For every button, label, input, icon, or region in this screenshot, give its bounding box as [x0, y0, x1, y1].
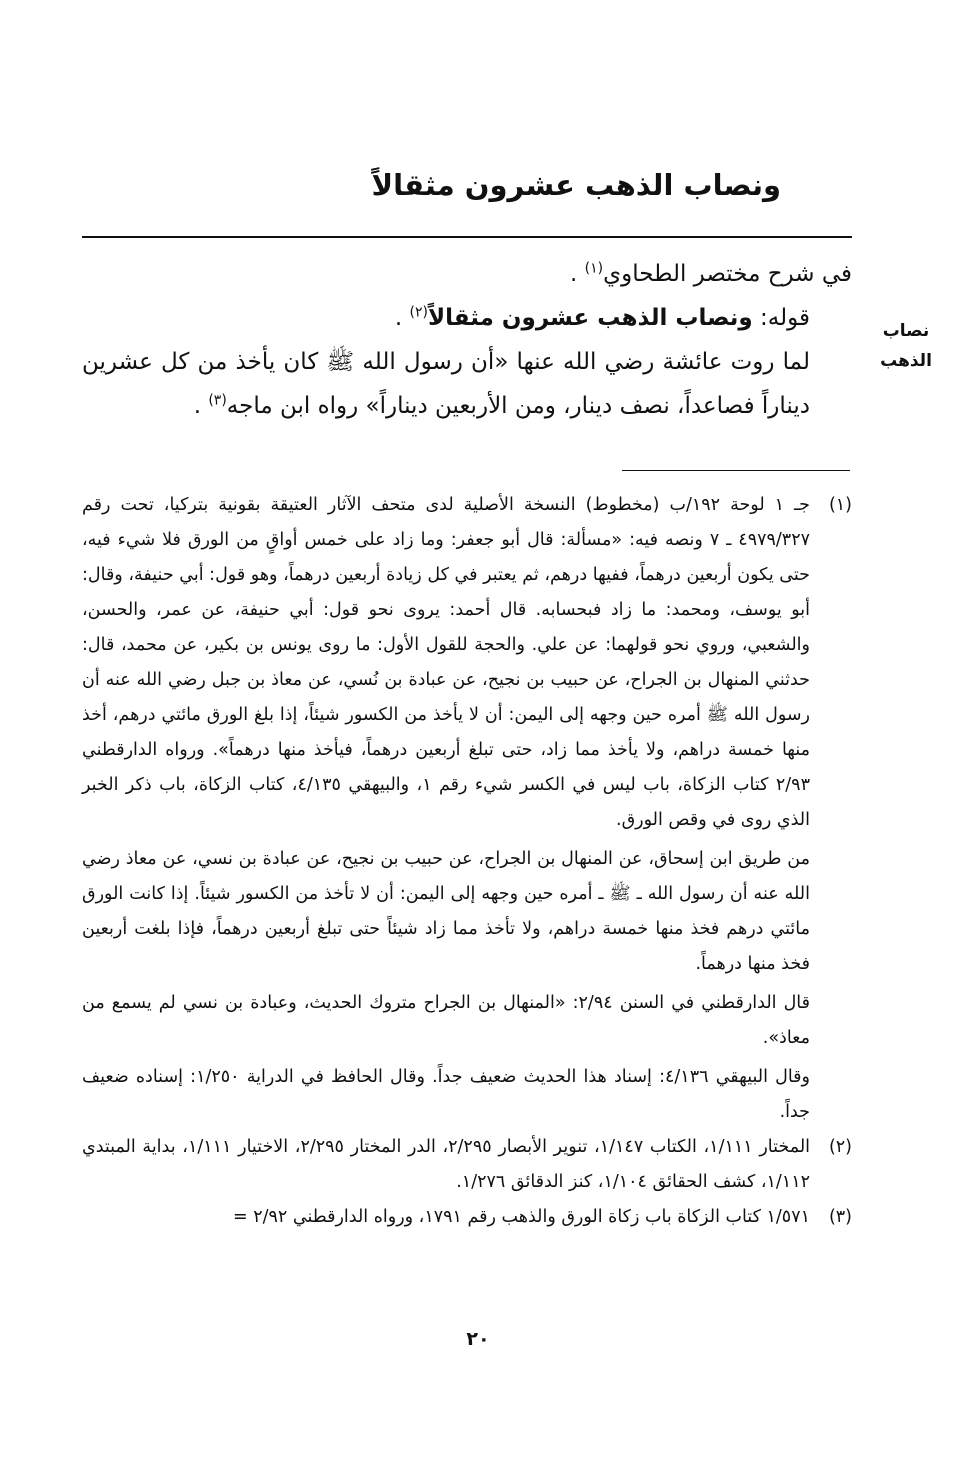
evidence-text: لما روت عائشة رضي الله عنها «أن رسول الله ﷺ كان يأخذ من كل عشرين ديناراً فصاعداً، نصف دينار، ومن الأربعين ديناراً» رواه ابن ماجه — [82, 349, 810, 419]
footnote-number: (٢) — [828, 1137, 852, 1157]
margin-note — [876, 316, 936, 376]
footnote-paragraph: من طريق ابن إسحاق، عن المنهال بن الجراح، عن حبيب بن نجيح، عن عبادة بن نسي، عن معاذ رضي الله عنه أن رسول الله ـ ﷺ ـ أمره حين وجهه إلى اليمن: أن لا تأخذ من الكسور شيئاً. إذا كانت الورق مائتي درهم فخذ منها خمسة دراهم، ولا تأخذ مما زاد شيئاً حتى تبلغ أربعين درهماً، فإذا بلغت أربعين فخذ منها درهماً. — [82, 849, 810, 974]
footnote — [82, 1200, 852, 1235]
footnote-paragraph: قال الدارقطني في السنن ٢/٩٤: «المنهال بن الجراح متروك الحديث، وعبادة بن نسي لم يسمع من معاذ». — [82, 993, 810, 1048]
main-line-1-end: . — [570, 261, 585, 287]
running-header: ونصاب الذهب عشرون مثقالاً — [371, 168, 781, 202]
quote-end: . — [394, 305, 410, 331]
footnote-paragraph: وقال البيهقي ٤/١٣٦: إسناد هذا الحديث ضعيف جداً. وقال الحافظ في الدراية ١/٢٥٠: إسناده ضعيف جداً. — [82, 1067, 811, 1122]
quote-bold: ونصاب الذهب عشرون مثقالاً — [427, 305, 753, 331]
footnote — [82, 488, 852, 1130]
footnotes — [82, 488, 852, 1235]
footnote-ref-1: (١) — [584, 260, 604, 277]
main-line-1-text: في شرح مختصر الطحاوي — [603, 261, 852, 287]
footnote-paragraph: جـ ١ لوحة ١٩٢/ب (مخطوط) النسخة الأصلية لدى متحف الآثار العتيقة بقونية بتركيا، تحت رقم ٤٩٧٩/٣٢٧ ـ ٧ ونصه فيه: «مسألة: قال أبو جعفر: وما زاد على خمس أواقٍ من الورق فلا شيء فيه، حتى يكون أربعين درهماً، ففيها درهم، ثم يعتبر في كل زيادة أربعين درهماً، وهو قول: أبي حنيفة، وقال: أبو يوسف، ومحمد: ما زاد فبحسابه. قال أحمد: يروى نحو قول: أبي حنيفة، عن عمر، والحسن، والشعبي، وروي نحو قولهما: عن علي. والحجة للقول الأول: ما روى يونس بن بكير، عن محمد، قال: حدثني المنهال بن الجراح، عن حبيب بن نجيح، عن عبادة بن نُسي، عن معاذ بن جبل رضي الله عنه أن رسول الله ﷺ أمره حين وجهه إلى اليمن: أن لا يأخذ من الكسور شيئاً، إذا بلغ الورق مائتي درهم، أخذ منها خمسة دراهم، ولا يأخذ مما زاد، حتى تبلغ أربعين درهماً، فيأخذ منها درهماً». ورواه الدارقطني ٢/٩٣ كتاب الزكاة، باب ليس في الكسر شيء رقم ١، والبيهقي ٤/١٣٥، كتاب الزكاة، باب ذكر الخبر الذي روى في وقص الورق. — [82, 495, 810, 830]
footnote-paragraph: المختار ١/١١١، الكتاب ١/١٤٧، تنوير الأبصار ٢/٢٩٥، الدر المختار ٢/٢٩٥، الاختيار ١/١١١، بداية المبتدي ١/١١٢، كشف الحقائق ١/١٠٤، كنز الدقائق ١/٢٧٦. — [82, 1137, 811, 1192]
page-number: ٢٠ — [466, 1328, 490, 1350]
main-line-1 — [82, 252, 852, 296]
header-rule — [82, 236, 852, 238]
footnote-body — [82, 488, 810, 1130]
margin-note-line-1: نصاب — [882, 321, 930, 341]
evidence-end: . — [193, 393, 209, 419]
margin-note-line-2: الذهب — [880, 351, 932, 371]
quote-intro: قوله: — [752, 305, 810, 331]
footnote-ref-3: (٣) — [208, 392, 227, 409]
footnote-number: (٣) — [828, 1207, 852, 1227]
footnote-ref-2: (٢) — [409, 304, 428, 321]
footnote-paragraph: ١/٥٧١ كتاب الزكاة باب زكاة الورق والذهب رقم ١٧٩١، ورواه الدارقطني ٢/٩٢ = — [232, 1207, 810, 1227]
evidence-paragraph — [82, 340, 852, 428]
footnote-separator — [622, 470, 850, 471]
footnote — [82, 1130, 852, 1200]
footnote-number: (١) — [828, 495, 852, 515]
main-text — [82, 252, 852, 428]
quoted-rule — [82, 296, 852, 340]
footnote-body — [82, 1130, 810, 1200]
footnote-body — [82, 1200, 810, 1235]
